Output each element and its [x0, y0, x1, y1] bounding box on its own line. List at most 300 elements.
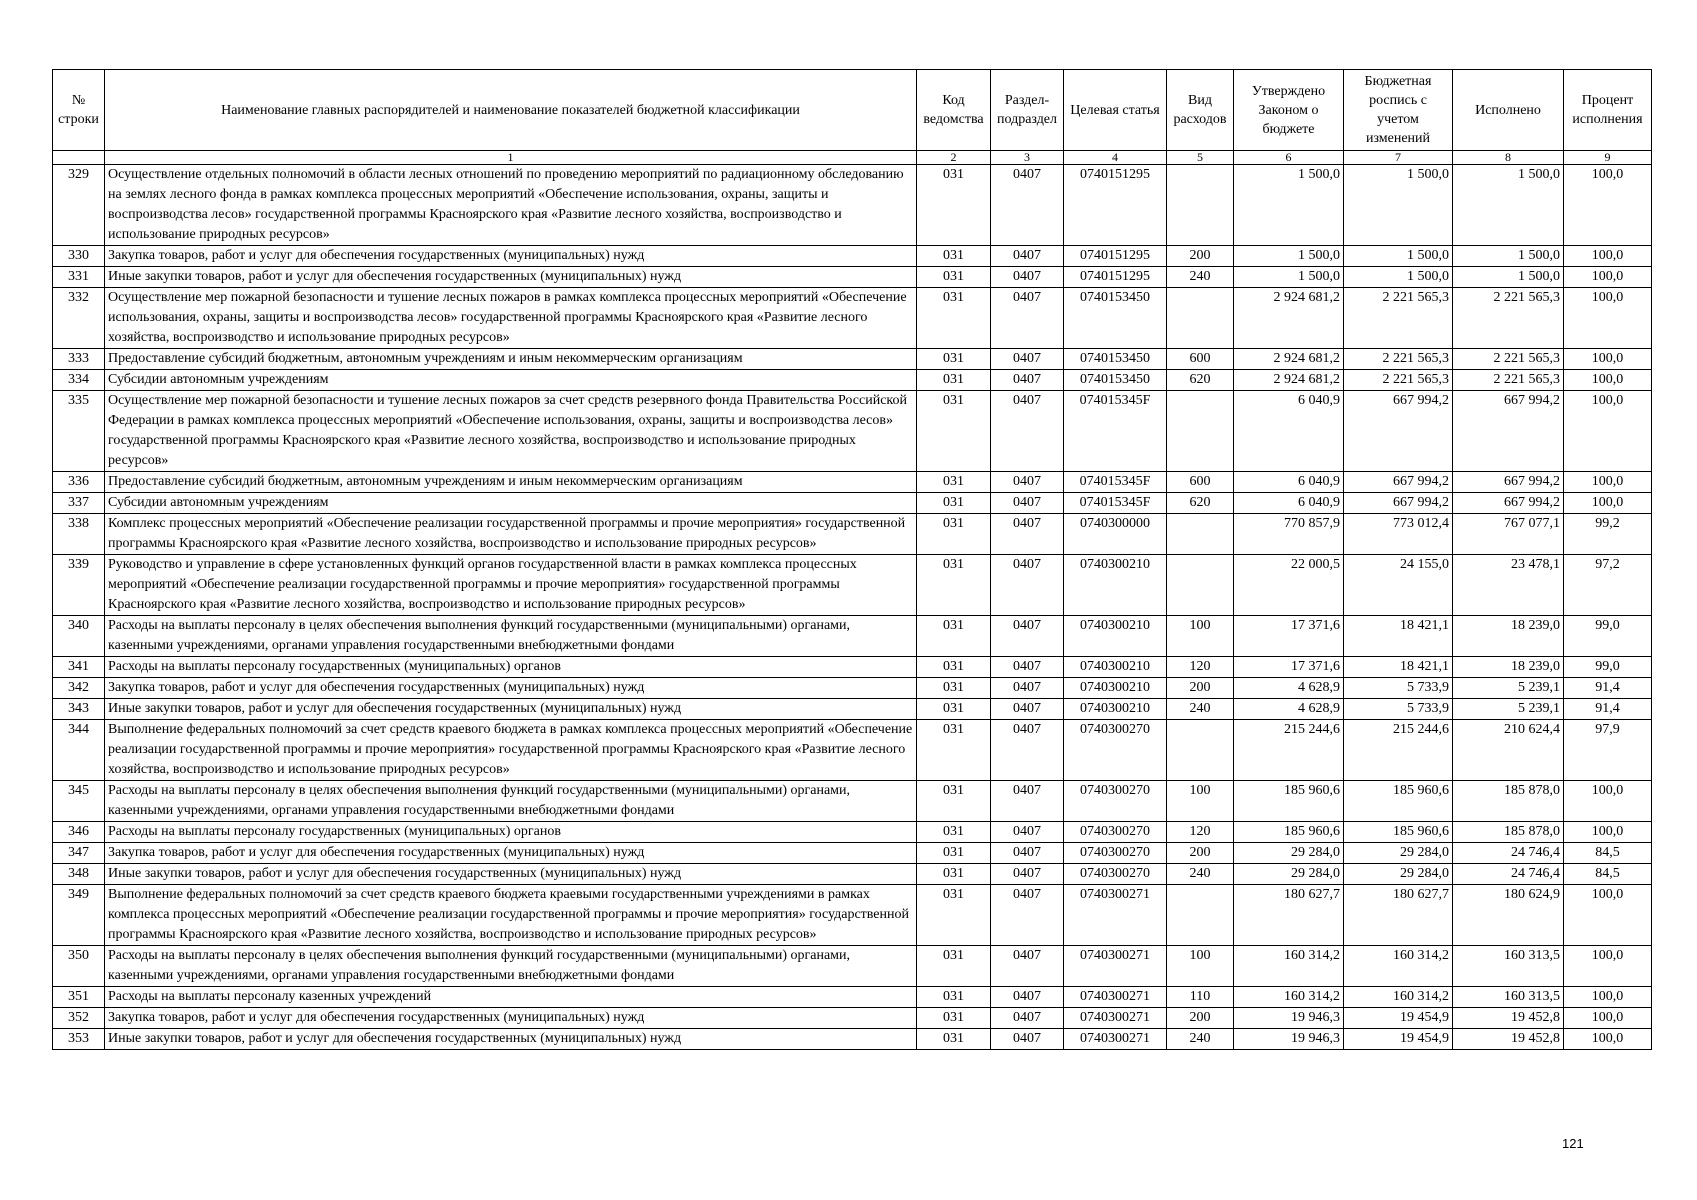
- percent-cell: 91,4: [1564, 678, 1652, 699]
- schedule-amount-cell: 24 155,0: [1344, 555, 1453, 616]
- target-article-cell: 074015345F: [1064, 391, 1167, 472]
- section-cell: 0407: [991, 616, 1064, 657]
- schedule-amount-cell: 773 012,4: [1344, 514, 1453, 555]
- executed-amount-cell: 1 500,0: [1453, 165, 1564, 246]
- percent-cell: 100,0: [1564, 493, 1652, 514]
- expense-type-cell: 100: [1167, 616, 1234, 657]
- table-row: [53, 1008, 1652, 1029]
- column-number: 1: [105, 151, 917, 165]
- section-cell: 0407: [991, 288, 1064, 349]
- section-cell: 0407: [991, 657, 1064, 678]
- column-number: [53, 151, 105, 165]
- dept-code-cell: 031: [917, 472, 991, 493]
- percent-cell: 100,0: [1564, 781, 1652, 822]
- approved-amount-cell: 1 500,0: [1234, 267, 1344, 288]
- table-row: [53, 472, 1652, 493]
- expense-type-cell: 120: [1167, 657, 1234, 678]
- header-approved: Утверждено Законом о бюджете: [1234, 70, 1344, 151]
- executed-amount-cell: 18 239,0: [1453, 657, 1564, 678]
- indicator-name-cell: Осуществление отдельных полномочий в области лесных отношений по проведению мероприятий по радиационному обследованию на землях лесного фонда в рамках комплекса процессных мероприятий «Обеспечение использования, охраны, защиты и воспроизводства лесов» государственной программы Красноярского края «Развитие лесного хозяйства, воспроизводство и использование природных ресурсов»: [105, 165, 917, 246]
- dept-code-cell: 031: [917, 493, 991, 514]
- header-dept-code: Код ведомства: [917, 70, 991, 151]
- indicator-name-cell: Иные закупки товаров, работ и услуг для обеспечения государственных (муниципальных) нужд: [105, 267, 917, 288]
- executed-amount-cell: 160 313,5: [1453, 946, 1564, 987]
- approved-amount-cell: 19 946,3: [1234, 1008, 1344, 1029]
- percent-cell: 100,0: [1564, 288, 1652, 349]
- row-number-cell: 340: [53, 616, 105, 657]
- schedule-amount-cell: 18 421,1: [1344, 616, 1453, 657]
- executed-amount-cell: 1 500,0: [1453, 246, 1564, 267]
- section-cell: 0407: [991, 349, 1064, 370]
- percent-cell: 100,0: [1564, 246, 1652, 267]
- schedule-amount-cell: 185 960,6: [1344, 822, 1453, 843]
- schedule-amount-cell: 2 221 565,3: [1344, 349, 1453, 370]
- schedule-amount-cell: 29 284,0: [1344, 843, 1453, 864]
- dept-code-cell: 031: [917, 720, 991, 781]
- table-row: [53, 165, 1652, 246]
- table-body: [53, 165, 1652, 1050]
- indicator-name-cell: Расходы на выплаты персоналу казенных учреждений: [105, 987, 917, 1008]
- row-number-cell: 334: [53, 370, 105, 391]
- target-article-cell: 0740300000: [1064, 514, 1167, 555]
- row-number-cell: 335: [53, 391, 105, 472]
- expense-type-cell: 200: [1167, 678, 1234, 699]
- target-article-cell: 0740300210: [1064, 616, 1167, 657]
- row-number-cell: 338: [53, 514, 105, 555]
- schedule-amount-cell: 180 627,7: [1344, 885, 1453, 946]
- target-article-cell: 074015345F: [1064, 493, 1167, 514]
- row-number-cell: 341: [53, 657, 105, 678]
- percent-cell: 100,0: [1564, 946, 1652, 987]
- row-number-cell: 343: [53, 699, 105, 720]
- target-article-cell: 0740153450: [1064, 370, 1167, 391]
- dept-code-cell: 031: [917, 987, 991, 1008]
- approved-amount-cell: 160 314,2: [1234, 946, 1344, 987]
- indicator-name-cell: Закупка товаров, работ и услуг для обеспечения государственных (муниципальных) нужд: [105, 678, 917, 699]
- row-number-cell: 339: [53, 555, 105, 616]
- dept-code-cell: 031: [917, 288, 991, 349]
- header-section: Раздел-подраздел: [991, 70, 1064, 151]
- dept-code-cell: 031: [917, 1008, 991, 1029]
- executed-amount-cell: 2 221 565,3: [1453, 349, 1564, 370]
- target-article-cell: 0740300271: [1064, 987, 1167, 1008]
- schedule-amount-cell: 667 994,2: [1344, 391, 1453, 472]
- percent-cell: 97,2: [1564, 555, 1652, 616]
- dept-code-cell: 031: [917, 246, 991, 267]
- percent-cell: 100,0: [1564, 349, 1652, 370]
- row-number-cell: 336: [53, 472, 105, 493]
- expense-type-cell: [1167, 514, 1234, 555]
- target-article-cell: 0740153450: [1064, 349, 1167, 370]
- expense-type-cell: 240: [1167, 267, 1234, 288]
- section-cell: 0407: [991, 678, 1064, 699]
- budget-execution-sheet: [52, 69, 1651, 1050]
- table-row: [53, 616, 1652, 657]
- schedule-amount-cell: 1 500,0: [1344, 246, 1453, 267]
- schedule-amount-cell: 185 960,6: [1344, 781, 1453, 822]
- percent-cell: 100,0: [1564, 987, 1652, 1008]
- section-cell: 0407: [991, 514, 1064, 555]
- executed-amount-cell: 2 221 565,3: [1453, 288, 1564, 349]
- indicator-name-cell: Закупка товаров, работ и услуг для обеспечения государственных (муниципальных) нужд: [105, 843, 917, 864]
- percent-cell: 91,4: [1564, 699, 1652, 720]
- approved-amount-cell: 1 500,0: [1234, 165, 1344, 246]
- row-number-cell: 342: [53, 678, 105, 699]
- dept-code-cell: 031: [917, 267, 991, 288]
- executed-amount-cell: 767 077,1: [1453, 514, 1564, 555]
- column-number: 7: [1344, 151, 1453, 165]
- table-row: [53, 657, 1652, 678]
- dept-code-cell: 031: [917, 391, 991, 472]
- header-row: [53, 70, 1652, 151]
- schedule-amount-cell: 5 733,9: [1344, 699, 1453, 720]
- expense-type-cell: 120: [1167, 822, 1234, 843]
- target-article-cell: 0740300270: [1064, 843, 1167, 864]
- table-row: [53, 1029, 1652, 1050]
- dept-code-cell: 031: [917, 678, 991, 699]
- indicator-name-cell: Расходы на выплаты персоналу государственных (муниципальных) органов: [105, 657, 917, 678]
- percent-cell: 99,0: [1564, 657, 1652, 678]
- target-article-cell: 0740300270: [1064, 720, 1167, 781]
- row-number-cell: 329: [53, 165, 105, 246]
- table-row: [53, 781, 1652, 822]
- schedule-amount-cell: 18 421,1: [1344, 657, 1453, 678]
- approved-amount-cell: 6 040,9: [1234, 391, 1344, 472]
- approved-amount-cell: 2 924 681,2: [1234, 288, 1344, 349]
- expense-type-cell: [1167, 288, 1234, 349]
- column-number: 5: [1167, 151, 1234, 165]
- executed-amount-cell: 23 478,1: [1453, 555, 1564, 616]
- expense-type-cell: 100: [1167, 781, 1234, 822]
- indicator-name-cell: Комплекс процессных мероприятий «Обеспечение реализации государственной программы и прочие мероприятия» государственной программы Красноярского края «Развитие лесного хозяйства, воспроизводство и использование природных ресурсов»: [105, 514, 917, 555]
- percent-cell: 99,0: [1564, 616, 1652, 657]
- expense-type-cell: [1167, 885, 1234, 946]
- dept-code-cell: 031: [917, 781, 991, 822]
- dept-code-cell: 031: [917, 864, 991, 885]
- target-article-cell: 0740300270: [1064, 822, 1167, 843]
- schedule-amount-cell: 19 454,9: [1344, 1008, 1453, 1029]
- dept-code-cell: 031: [917, 657, 991, 678]
- indicator-name-cell: Субсидии автономным учреждениям: [105, 493, 917, 514]
- executed-amount-cell: 2 221 565,3: [1453, 370, 1564, 391]
- executed-amount-cell: 1 500,0: [1453, 267, 1564, 288]
- header-budget-schedule: Бюджетная роспись с учетом изменений: [1344, 70, 1453, 151]
- executed-amount-cell: 210 624,4: [1453, 720, 1564, 781]
- executed-amount-cell: 19 452,8: [1453, 1008, 1564, 1029]
- section-cell: 0407: [991, 987, 1064, 1008]
- approved-amount-cell: 185 960,6: [1234, 781, 1344, 822]
- target-article-cell: 0740300271: [1064, 885, 1167, 946]
- dept-code-cell: 031: [917, 349, 991, 370]
- percent-cell: 100,0: [1564, 472, 1652, 493]
- approved-amount-cell: 17 371,6: [1234, 616, 1344, 657]
- column-number: 4: [1064, 151, 1167, 165]
- dept-code-cell: 031: [917, 370, 991, 391]
- percent-cell: 100,0: [1564, 1029, 1652, 1050]
- header-name: Наименование главных распорядителей и наименование показателей бюджетной классификации: [105, 70, 917, 151]
- target-article-cell: 0740300210: [1064, 657, 1167, 678]
- section-cell: 0407: [991, 493, 1064, 514]
- dept-code-cell: 031: [917, 1029, 991, 1050]
- header-executed: Исполнено: [1453, 70, 1564, 151]
- indicator-name-cell: Иные закупки товаров, работ и услуг для обеспечения государственных (муниципальных) нужд: [105, 864, 917, 885]
- table-row: [53, 720, 1652, 781]
- target-article-cell: 0740153450: [1064, 288, 1167, 349]
- section-cell: 0407: [991, 1029, 1064, 1050]
- table-row: [53, 493, 1652, 514]
- expense-type-cell: 110: [1167, 987, 1234, 1008]
- target-article-cell: 0740300270: [1064, 864, 1167, 885]
- schedule-amount-cell: 2 221 565,3: [1344, 370, 1453, 391]
- percent-cell: 84,5: [1564, 843, 1652, 864]
- row-number-cell: 346: [53, 822, 105, 843]
- schedule-amount-cell: 1 500,0: [1344, 165, 1453, 246]
- indicator-name-cell: Выполнение федеральных полномочий за счет средств краевого бюджета краевыми государственными учреждениями в рамках комплекса процессных мероприятий «Обеспечение реализации государственной программы и прочие мероприятия» государственной программы Красноярского края «Развитие лесного хозяйства, воспроизводство и использование природных ресурсов»: [105, 885, 917, 946]
- column-number: 2: [917, 151, 991, 165]
- table-row: [53, 885, 1652, 946]
- schedule-amount-cell: 215 244,6: [1344, 720, 1453, 781]
- expense-type-cell: 620: [1167, 370, 1234, 391]
- column-number: 9: [1564, 151, 1652, 165]
- expense-type-cell: 620: [1167, 493, 1234, 514]
- approved-amount-cell: 6 040,9: [1234, 472, 1344, 493]
- dept-code-cell: 031: [917, 946, 991, 987]
- approved-amount-cell: 2 924 681,2: [1234, 349, 1344, 370]
- expense-type-cell: 240: [1167, 864, 1234, 885]
- dept-code-cell: 031: [917, 699, 991, 720]
- percent-cell: 84,5: [1564, 864, 1652, 885]
- row-number-cell: 344: [53, 720, 105, 781]
- table-row: [53, 514, 1652, 555]
- header-target-article: Целевая статья: [1064, 70, 1167, 151]
- percent-cell: 100,0: [1564, 370, 1652, 391]
- approved-amount-cell: 1 500,0: [1234, 246, 1344, 267]
- approved-amount-cell: 4 628,9: [1234, 678, 1344, 699]
- column-number-row: [53, 151, 1652, 165]
- executed-amount-cell: 24 746,4: [1453, 864, 1564, 885]
- expense-type-cell: 240: [1167, 1029, 1234, 1050]
- indicator-name-cell: Руководство и управление в сфере установленных функций органов государственной власти в рамках комплекса процессных мероприятий «Обеспечение реализации государственной программы и прочие мероприятия» государственной программы Красноярского края «Развитие лесного хозяйства, воспроизводство и использование природных ресурсов»: [105, 555, 917, 616]
- table-row: [53, 699, 1652, 720]
- section-cell: 0407: [991, 165, 1064, 246]
- dept-code-cell: 031: [917, 843, 991, 864]
- target-article-cell: 0740300271: [1064, 1029, 1167, 1050]
- table-row: [53, 288, 1652, 349]
- header-percent: Процент исполнения: [1564, 70, 1652, 151]
- expense-type-cell: 200: [1167, 246, 1234, 267]
- approved-amount-cell: 180 627,7: [1234, 885, 1344, 946]
- executed-amount-cell: 185 878,0: [1453, 781, 1564, 822]
- table-row: [53, 555, 1652, 616]
- indicator-name-cell: Предоставление субсидий бюджетным, автономным учреждениям и иным некоммерческим организациям: [105, 349, 917, 370]
- table-row: [53, 678, 1652, 699]
- schedule-amount-cell: 2 221 565,3: [1344, 288, 1453, 349]
- row-number-cell: 330: [53, 246, 105, 267]
- schedule-amount-cell: 5 733,9: [1344, 678, 1453, 699]
- row-number-cell: 345: [53, 781, 105, 822]
- expense-type-cell: 600: [1167, 349, 1234, 370]
- approved-amount-cell: 19 946,3: [1234, 1029, 1344, 1050]
- percent-cell: 100,0: [1564, 165, 1652, 246]
- executed-amount-cell: 667 994,2: [1453, 493, 1564, 514]
- dept-code-cell: 031: [917, 616, 991, 657]
- approved-amount-cell: 17 371,6: [1234, 657, 1344, 678]
- schedule-amount-cell: 667 994,2: [1344, 493, 1453, 514]
- section-cell: 0407: [991, 843, 1064, 864]
- approved-amount-cell: 29 284,0: [1234, 843, 1344, 864]
- indicator-name-cell: Выполнение федеральных полномочий за счет средств краевого бюджета в рамках комплекса процессных мероприятий «Обеспечение реализации государственной программы и прочие мероприятия» государственной программы Красноярского края «Развитие лесного хозяйства, воспроизводство и использование природных ресурсов»: [105, 720, 917, 781]
- row-number-cell: 337: [53, 493, 105, 514]
- target-article-cell: 0740151295: [1064, 246, 1167, 267]
- schedule-amount-cell: 667 994,2: [1344, 472, 1453, 493]
- executed-amount-cell: 24 746,4: [1453, 843, 1564, 864]
- expense-type-cell: 100: [1167, 946, 1234, 987]
- approved-amount-cell: 215 244,6: [1234, 720, 1344, 781]
- column-number: 8: [1453, 151, 1564, 165]
- budget-table: [52, 69, 1652, 1050]
- indicator-name-cell: Расходы на выплаты персоналу в целях обеспечения выполнения функций государственными (муниципальными) органами, казенными учреждениями, органами управления государственными внебюджетными фондами: [105, 781, 917, 822]
- row-number-cell: 347: [53, 843, 105, 864]
- target-article-cell: 0740300271: [1064, 1008, 1167, 1029]
- expense-type-cell: [1167, 391, 1234, 472]
- percent-cell: 100,0: [1564, 885, 1652, 946]
- section-cell: 0407: [991, 864, 1064, 885]
- approved-amount-cell: 185 960,6: [1234, 822, 1344, 843]
- table-row: [53, 391, 1652, 472]
- approved-amount-cell: 160 314,2: [1234, 987, 1344, 1008]
- indicator-name-cell: Закупка товаров, работ и услуг для обеспечения государственных (муниципальных) нужд: [105, 1008, 917, 1029]
- row-number-cell: 349: [53, 885, 105, 946]
- approved-amount-cell: 29 284,0: [1234, 864, 1344, 885]
- percent-cell: 99,2: [1564, 514, 1652, 555]
- expense-type-cell: [1167, 555, 1234, 616]
- executed-amount-cell: 19 452,8: [1453, 1029, 1564, 1050]
- percent-cell: 100,0: [1564, 1008, 1652, 1029]
- column-number: 3: [991, 151, 1064, 165]
- indicator-name-cell: Закупка товаров, работ и услуг для обеспечения государственных (муниципальных) нужд: [105, 246, 917, 267]
- target-article-cell: 0740300271: [1064, 946, 1167, 987]
- approved-amount-cell: 4 628,9: [1234, 699, 1344, 720]
- expense-type-cell: 200: [1167, 1008, 1234, 1029]
- section-cell: 0407: [991, 391, 1064, 472]
- executed-amount-cell: 180 624,9: [1453, 885, 1564, 946]
- dept-code-cell: 031: [917, 885, 991, 946]
- target-article-cell: 0740300210: [1064, 699, 1167, 720]
- section-cell: 0407: [991, 472, 1064, 493]
- approved-amount-cell: 2 924 681,2: [1234, 370, 1344, 391]
- dept-code-cell: 031: [917, 514, 991, 555]
- header-expense-type: Вид расходов: [1167, 70, 1234, 151]
- schedule-amount-cell: 160 314,2: [1344, 946, 1453, 987]
- indicator-name-cell: Субсидии автономным учреждениям: [105, 370, 917, 391]
- percent-cell: 97,9: [1564, 720, 1652, 781]
- section-cell: 0407: [991, 885, 1064, 946]
- section-cell: 0407: [991, 1008, 1064, 1029]
- table-row: [53, 267, 1652, 288]
- target-article-cell: 0740300270: [1064, 781, 1167, 822]
- schedule-amount-cell: 29 284,0: [1344, 864, 1453, 885]
- target-article-cell: 0740151295: [1064, 267, 1167, 288]
- page-number: 121: [1562, 1136, 1584, 1151]
- section-cell: 0407: [991, 370, 1064, 391]
- target-article-cell: 0740300210: [1064, 555, 1167, 616]
- percent-cell: 100,0: [1564, 822, 1652, 843]
- executed-amount-cell: 667 994,2: [1453, 391, 1564, 472]
- row-number-cell: 352: [53, 1008, 105, 1029]
- table-row: [53, 843, 1652, 864]
- indicator-name-cell: Осуществление мер пожарной безопасности и тушение лесных пожаров в рамках комплекса процессных мероприятий «Обеспечение использования, охраны, защиты и воспроизводства лесов» государственной программы Красноярского края «Развитие лесного хозяйства, воспроизводство и использование природных ресурсов»: [105, 288, 917, 349]
- section-cell: 0407: [991, 720, 1064, 781]
- row-number-cell: 353: [53, 1029, 105, 1050]
- row-number-cell: 331: [53, 267, 105, 288]
- executed-amount-cell: 667 994,2: [1453, 472, 1564, 493]
- executed-amount-cell: 160 313,5: [1453, 987, 1564, 1008]
- executed-amount-cell: 5 239,1: [1453, 699, 1564, 720]
- section-cell: 0407: [991, 555, 1064, 616]
- target-article-cell: 0740300210: [1064, 678, 1167, 699]
- expense-type-cell: 200: [1167, 843, 1234, 864]
- column-number: 6: [1234, 151, 1344, 165]
- indicator-name-cell: Иные закупки товаров, работ и услуг для обеспечения государственных (муниципальных) нужд: [105, 1029, 917, 1050]
- section-cell: 0407: [991, 699, 1064, 720]
- section-cell: 0407: [991, 781, 1064, 822]
- indicator-name-cell: Предоставление субсидий бюджетным, автономным учреждениям и иным некоммерческим организациям: [105, 472, 917, 493]
- expense-type-cell: 240: [1167, 699, 1234, 720]
- approved-amount-cell: 770 857,9: [1234, 514, 1344, 555]
- table-row: [53, 370, 1652, 391]
- indicator-name-cell: Расходы на выплаты персоналу в целях обеспечения выполнения функций государственными (муниципальными) органами, казенными учреждениями, органами управления государственными внебюджетными фондами: [105, 616, 917, 657]
- row-number-cell: 350: [53, 946, 105, 987]
- indicator-name-cell: Расходы на выплаты персоналу в целях обеспечения выполнения функций государственными (муниципальными) органами, казенными учреждениями, органами управления государственными внебюджетными фондами: [105, 946, 917, 987]
- schedule-amount-cell: 160 314,2: [1344, 987, 1453, 1008]
- indicator-name-cell: Иные закупки товаров, работ и услуг для обеспечения государственных (муниципальных) нужд: [105, 699, 917, 720]
- expense-type-cell: [1167, 720, 1234, 781]
- section-cell: 0407: [991, 246, 1064, 267]
- indicator-name-cell: Осуществление мер пожарной безопасности и тушение лесных пожаров за счет средств резервного фонда Правительства Российской Федерации в рамках комплекса процессных мероприятий «Обеспечение использования, охраны, защиты и воспроизводства лесов» государственной программы Красноярского края «Развитие лесного хозяйства, воспроизводство и использование природных ресурсов»: [105, 391, 917, 472]
- indicator-name-cell: Расходы на выплаты персоналу государственных (муниципальных) органов: [105, 822, 917, 843]
- expense-type-cell: [1167, 165, 1234, 246]
- executed-amount-cell: 5 239,1: [1453, 678, 1564, 699]
- section-cell: 0407: [991, 946, 1064, 987]
- schedule-amount-cell: 19 454,9: [1344, 1029, 1453, 1050]
- target-article-cell: 0740151295: [1064, 165, 1167, 246]
- section-cell: 0407: [991, 267, 1064, 288]
- approved-amount-cell: 22 000,5: [1234, 555, 1344, 616]
- row-number-cell: 333: [53, 349, 105, 370]
- dept-code-cell: 031: [917, 822, 991, 843]
- table-row: [53, 349, 1652, 370]
- dept-code-cell: 031: [917, 555, 991, 616]
- row-number-cell: 351: [53, 987, 105, 1008]
- row-number-cell: 348: [53, 864, 105, 885]
- schedule-amount-cell: 1 500,0: [1344, 267, 1453, 288]
- approved-amount-cell: 6 040,9: [1234, 493, 1344, 514]
- table-row: [53, 864, 1652, 885]
- section-cell: 0407: [991, 822, 1064, 843]
- table-row: [53, 822, 1652, 843]
- executed-amount-cell: 18 239,0: [1453, 616, 1564, 657]
- executed-amount-cell: 185 878,0: [1453, 822, 1564, 843]
- table-row: [53, 946, 1652, 987]
- table-row: [53, 246, 1652, 267]
- percent-cell: 100,0: [1564, 391, 1652, 472]
- table-row: [53, 987, 1652, 1008]
- expense-type-cell: 600: [1167, 472, 1234, 493]
- row-number-cell: 332: [53, 288, 105, 349]
- percent-cell: 100,0: [1564, 267, 1652, 288]
- dept-code-cell: 031: [917, 165, 991, 246]
- header-row-number: № строки: [53, 70, 105, 151]
